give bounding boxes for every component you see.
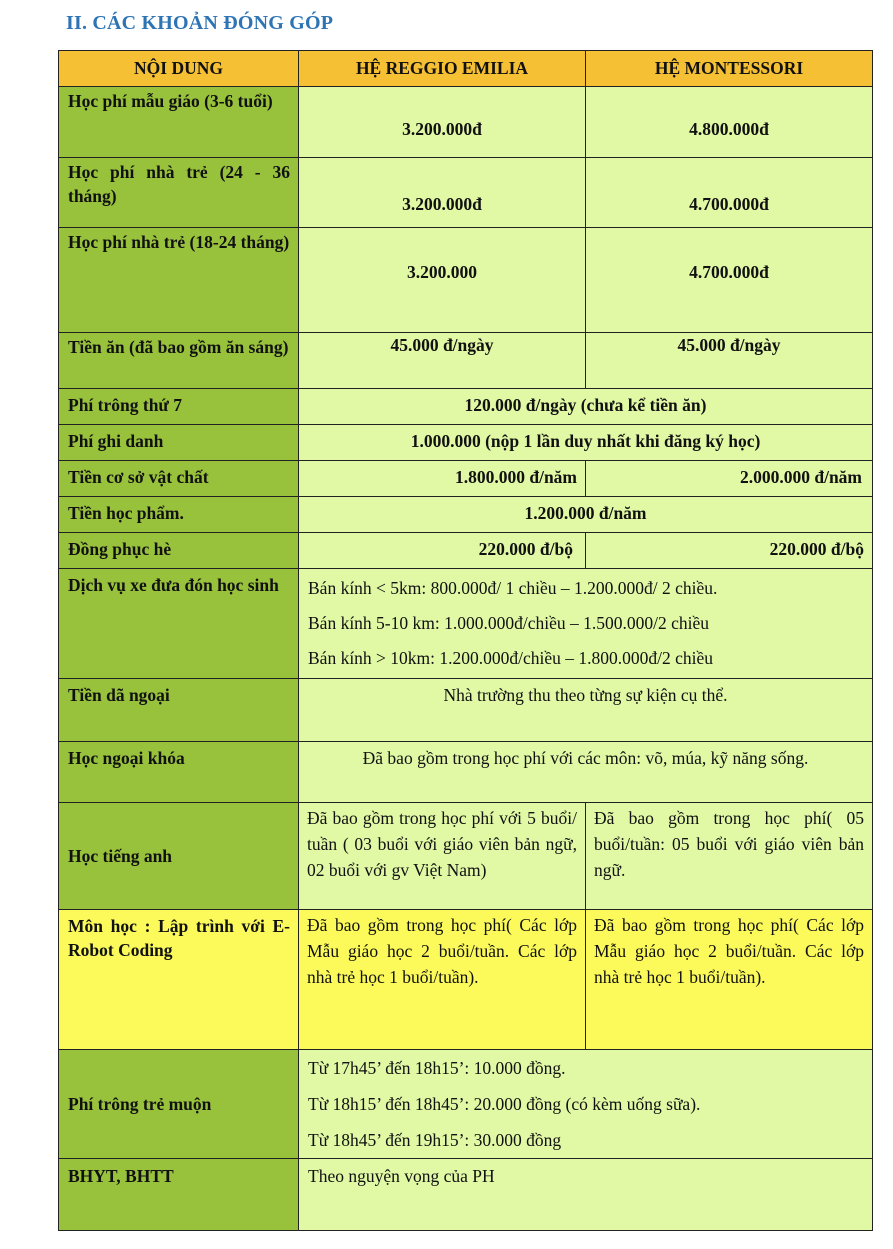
row-label: Phí trông thứ 7 — [59, 389, 299, 425]
montessori-value: Đã bao gồm trong học phí( 05 buổi/tuần: 05 buổi với giáo viên bản ngữ. — [586, 803, 873, 910]
row-label: Phí trông trẻ muộn — [59, 1050, 299, 1159]
row-label: Dịch vụ xe đưa đón học sinh — [59, 569, 299, 679]
table-row — [59, 333, 873, 389]
reggio-value: 3.200.000đ — [299, 158, 586, 228]
table-row — [59, 679, 873, 742]
table-row — [59, 389, 873, 425]
row-label: Môn học : Lập trình với E-Robot Coding — [59, 910, 299, 1050]
reggio-value: Đã bao gồm trong học phí( Các lớp Mẫu giáo học 2 buổi/tuần. Các lớp nhà trẻ học 1 buổi/tuần). — [299, 910, 586, 1050]
late-fee-line-3: Từ 18h45’ đến 19h15’: 30.000 đồng — [308, 1130, 562, 1150]
table-row — [59, 910, 873, 1050]
row-label: Học ngoại khóa — [59, 742, 299, 803]
table-row — [59, 803, 873, 910]
table-row — [59, 1050, 873, 1159]
row-label: Tiền dã ngoại — [59, 679, 299, 742]
montessori-value: 220.000 đ/bộ — [586, 533, 873, 569]
montessori-value: Đã bao gồm trong học phí( Các lớp Mẫu giáo học 2 buổi/tuần. Các lớp nhà trẻ học 1 buổi/tuần). — [586, 910, 873, 1050]
row-label: BHYT, BHTT — [59, 1159, 299, 1231]
montessori-value: 4.700.000đ — [586, 228, 873, 333]
row-label: Tiền học phẩm. — [59, 497, 299, 533]
bus-line-3: Bán kính > 10km: 1.200.000đ/chiều – 1.800.000đ/2 chiều — [308, 648, 714, 668]
merged-value: Đã bao gồm trong học phí với các môn: võ, múa, kỹ năng sống. — [299, 742, 873, 803]
merged-value: Nhà trường thu theo từng sự kiện cụ thể. — [299, 679, 873, 742]
reggio-value: 45.000 đ/ngày — [299, 333, 586, 389]
row-label: Phí ghi danh — [59, 425, 299, 461]
table-header-row — [59, 51, 873, 87]
reggio-value: 1.800.000 đ/năm — [299, 461, 586, 497]
merged-value — [299, 569, 873, 679]
bus-line-2: Bán kính 5-10 km: 1.000.000đ/chiều – 1.500.000/2 chiều — [308, 613, 709, 633]
reggio-value: 220.000 đ/bộ — [299, 533, 586, 569]
fee-table — [58, 50, 873, 1231]
row-label: Học phí mẫu giáo (3-6 tuổi) — [59, 87, 299, 158]
table-row — [59, 228, 873, 333]
late-fee-line-2: Từ 18h15’ đến 18h45’: 20.000 đồng (có kèm uống sữa). — [308, 1094, 701, 1114]
merged-value: 1.000.000 (nộp 1 lần duy nhất khi đăng ký học) — [299, 425, 873, 461]
row-label: Học phí nhà trẻ (24 - 36 tháng) — [59, 158, 299, 228]
table-row — [59, 425, 873, 461]
merged-value — [299, 1050, 873, 1159]
montessori-value: 45.000 đ/ngày — [586, 333, 873, 389]
merged-value: Theo nguyện vọng của PH — [299, 1159, 873, 1231]
header-content: NỘI DUNG — [59, 51, 299, 87]
table-row — [59, 158, 873, 228]
table-row — [59, 497, 873, 533]
montessori-value: 4.800.000đ — [586, 87, 873, 158]
reggio-value: 3.200.000đ — [299, 87, 586, 158]
table-row — [59, 742, 873, 803]
row-label: Tiền ăn (đã bao gồm ăn sáng) — [59, 333, 299, 389]
row-label: Đồng phục hè — [59, 533, 299, 569]
montessori-value: 2.000.000 đ/năm — [586, 461, 873, 497]
late-fee-line-1: Từ 17h45’ đến 18h15’: 10.000 đồng. — [308, 1058, 566, 1078]
row-label: Học tiếng anh — [59, 803, 299, 910]
table-row — [59, 1159, 873, 1231]
reggio-value: 3.200.000 — [299, 228, 586, 333]
merged-value: 120.000 đ/ngày (chưa kể tiền ăn) — [299, 389, 873, 425]
table-row — [59, 461, 873, 497]
section-title: II. CÁC KHOẢN ĐÓNG GÓP — [66, 12, 334, 34]
montessori-value: 4.700.000đ — [586, 158, 873, 228]
table-row — [59, 569, 873, 679]
bus-line-1: Bán kính < 5km: 800.000đ/ 1 chiều – 1.200.000đ/ 2 chiều. — [308, 578, 718, 598]
table-row — [59, 87, 873, 158]
reggio-value: Đã bao gồm trong học phí với 5 buổi/ tuần ( 03 buổi với giáo viên bản ngữ, 02 buổi với gv Việt Nam) — [299, 803, 586, 910]
row-label: Tiền cơ sở vật chất — [59, 461, 299, 497]
header-montessori: HỆ MONTESSORI — [586, 51, 873, 87]
row-label: Học phí nhà trẻ (18-24 tháng) — [59, 228, 299, 333]
merged-value: 1.200.000 đ/năm — [299, 497, 873, 533]
table-row — [59, 533, 873, 569]
header-reggio: HỆ REGGIO EMILIA — [299, 51, 586, 87]
